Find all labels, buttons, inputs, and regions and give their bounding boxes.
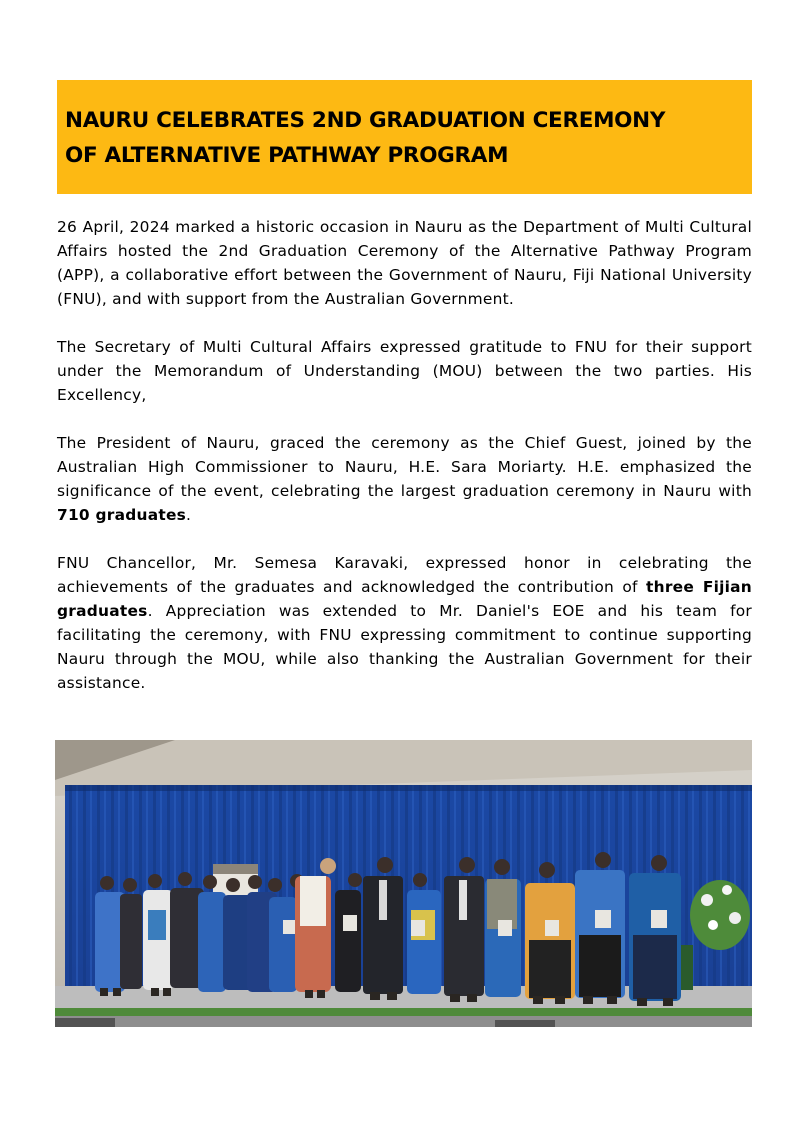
ceremony-photo	[55, 740, 752, 1027]
paragraph-3-text: The President of Nauru, graced the ceremony as the Chief Guest, joined by the Australian High Commissioner to Nauru, H.E. Sara Moriarty. H.E. emphasized the significance of the event, celebrating the largest graduation ceremony in Nauru with	[57, 434, 752, 500]
paragraph-4-text: FNU Chancellor, Mr. Semesa Karavaki, expressed honor in celebrating the achievements of the graduates and acknowledged the contribution of	[57, 554, 752, 596]
paragraph-4	[57, 551, 752, 695]
paragraph-3	[57, 431, 752, 527]
graduates-count: 710 graduates	[57, 506, 187, 524]
article-body	[57, 215, 752, 719]
paragraph-1: 26 April, 2024 marked a historic occasion in Nauru as the Department of Multi Cultural Affairs hosted the 2nd Graduation Ceremony of the Alternative Pathway Program (APP), a collaborative effort between the Government of Nauru, Fiji National University (FNU), and with support from the Australian Government.	[57, 218, 752, 308]
fijian-graduates: three Fijian graduates	[57, 578, 753, 620]
paragraph-4-end: . Appreciation was extended to Mr. Daniel's EOE and his team for facilitating the ceremony, with FNU expressing commitment to continue supporting Nauru through the MOU, while also thanking the Australian Government for their assistance.	[57, 602, 752, 692]
title-line-1: NAURU CELEBRATES 2ND GRADUATION CEREMONY	[65, 108, 666, 133]
article-title	[65, 103, 744, 173]
paragraph-2: The Secretary of Multi Cultural Affairs expressed gratitude to FNU for their support under the Memorandum of Understanding (MOU) between the two parties. His Excellency,	[57, 338, 752, 404]
title-banner	[57, 80, 752, 194]
title-line-2: OF ALTERNATIVE PATHWAY PROGRAM	[65, 143, 509, 168]
paragraph-3-end: .	[186, 506, 192, 524]
